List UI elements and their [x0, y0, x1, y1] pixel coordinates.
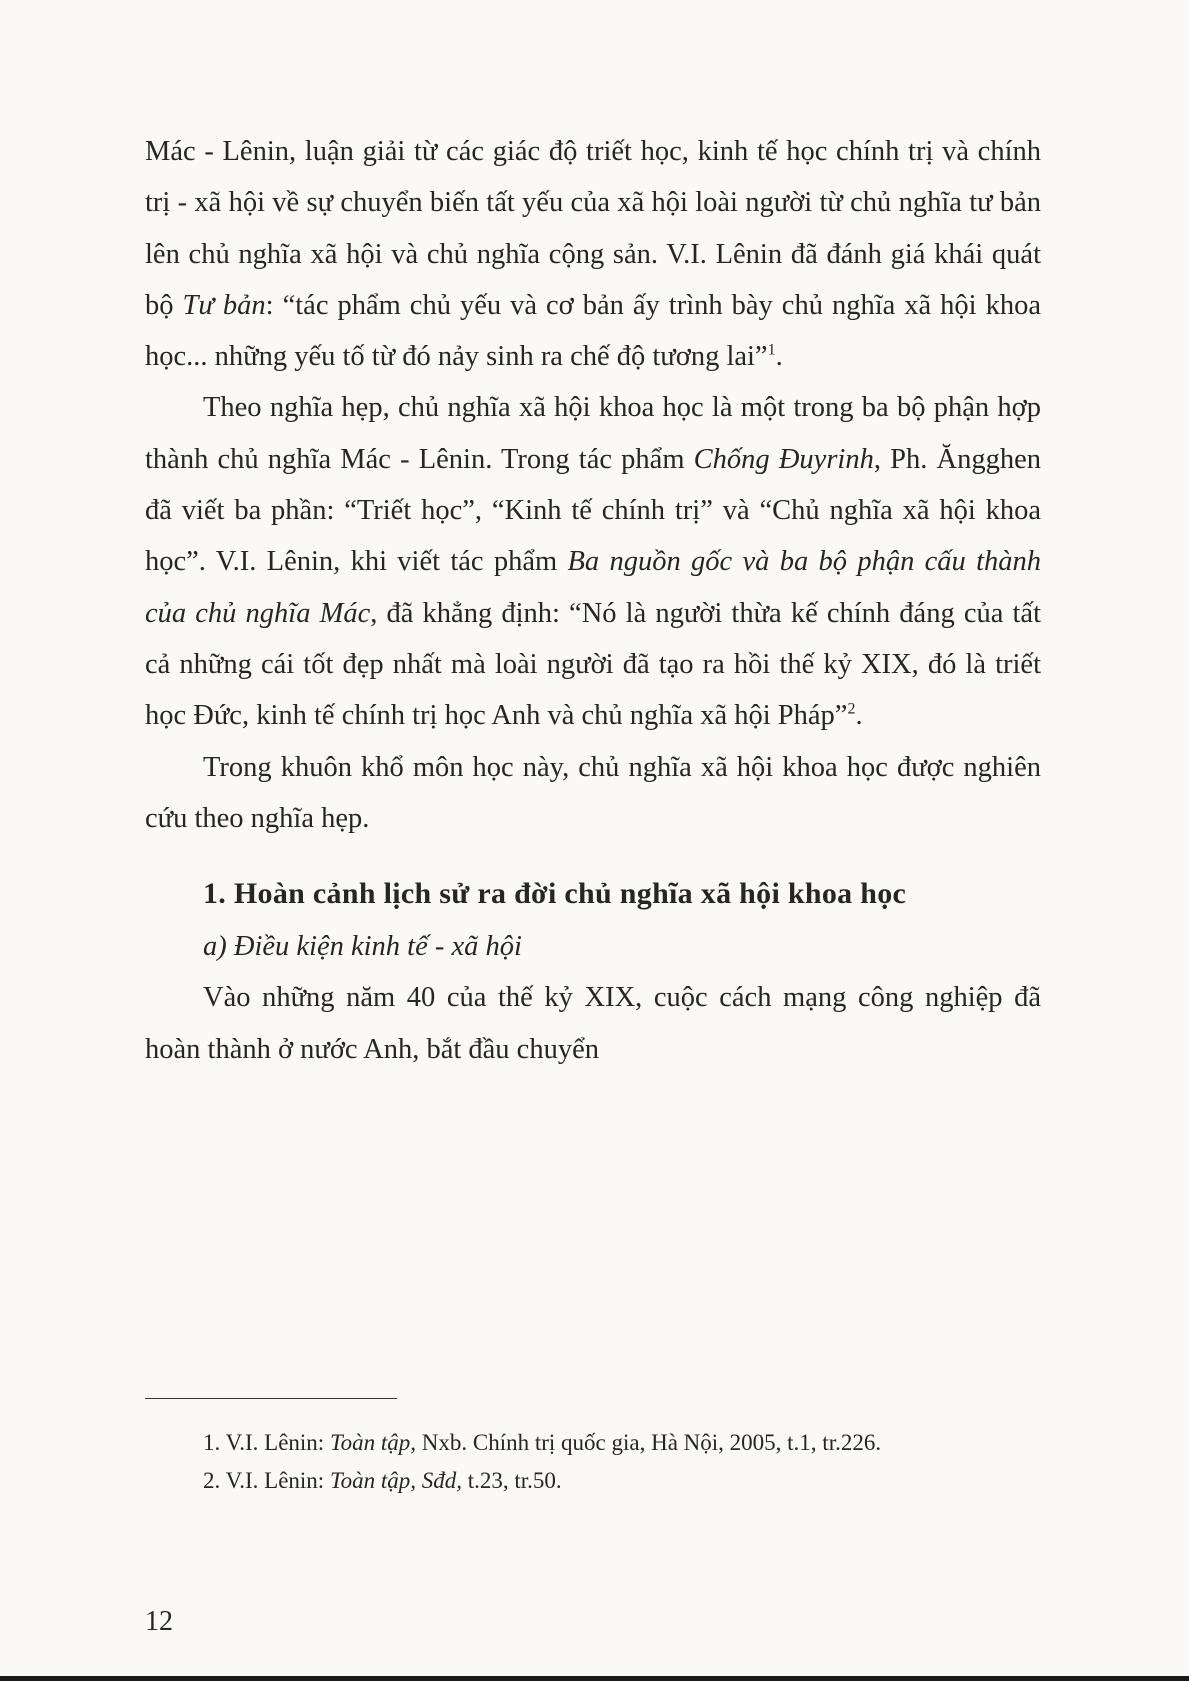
- paragraph-2-text-c: , đã khẳng định: “Nó là người thừa kế chính đáng của tất cả những cái tốt đẹp nhất mà loài người đã tạo ra hồi thế kỷ XIX, đó là triết học Đức, kinh tế chính trị học Anh và chủ nghĩa xã hội Pháp”: [145, 597, 1042, 732]
- paragraph-1-quote: : “tác phẩm chủ yếu và cơ bản ấy trình bày chủ nghĩa xã hội khoa học... những yếu tố từ đó nảy sinh ra chế độ tương lai”: [145, 289, 1042, 373]
- footnote-2-details: t.23, tr.50.: [462, 1468, 562, 1493]
- book-title-ba-nguon-goc: Ba nguồn gốc và ba bộ phận cấu thành của chủ nghĩa Mác: [145, 546, 1042, 629]
- footnote-divider: [145, 1398, 397, 1399]
- book-title-tu-ban: Tư bản: [182, 289, 266, 321]
- footnote-2-title: Toàn tập, Sđd,: [329, 1468, 463, 1493]
- main-text: [145, 126, 1041, 1075]
- footnote-ref-1: 1: [767, 341, 776, 359]
- paragraph-2-tail: .: [855, 700, 863, 732]
- page-number: 12: [145, 1606, 173, 1637]
- footnote-1-title: Toàn tập,: [329, 1430, 417, 1455]
- section-heading: 1. Hoàn cảnh lịch sử ra đời chủ nghĩa xã hội khoa học: [203, 877, 907, 911]
- paragraph-2: [145, 382, 1041, 741]
- paragraph-1-text: Mác - Lênin, luận giải từ các giác độ triết học, kinh tế học chính trị và chính trị - xã hội về sự chuyển biến tất yếu của xã hội loài người từ chủ nghĩa tư bản lên chủ nghĩa xã hội và chủ nghĩa cộng sản. V.I. Lênin đã đánh giá khái quát bộ: [145, 136, 1041, 321]
- paragraph-2-text-b: , Ph. Ăngghen đã viết ba phần: “Triết học”, “Kinh tế chính trị” và “Chủ nghĩa xã hội khoa học”. V.I. Lênin, khi viết tác phẩm: [145, 443, 1042, 578]
- scan-bottom-edge: [0, 1676, 1189, 1681]
- paragraph-1: [145, 126, 1041, 382]
- subsection-heading: a) Điều kiện kinh tế - xã hội: [203, 931, 522, 963]
- paragraph-4: Vào những năm 40 của thế kỷ XIX, cuộc cách mạng công nghiệp đã hoàn thành ở nước Anh, bắt đầu chuyển: [145, 982, 1041, 1065]
- footnote-1-details: Nxb. Chính trị quốc gia, Hà Nội, 2005, t.1, tr.226.: [416, 1430, 882, 1455]
- paragraph-3: Trong khuôn khổ môn học này, chủ nghĩa xã hội khoa học được nghiên cứu theo nghĩa hẹp.: [145, 751, 1041, 834]
- footnote-2: [145, 1462, 1041, 1500]
- footnote-ref-2: 2: [847, 700, 856, 718]
- paragraph-2-text-a: Theo nghĩa hẹp, chủ nghĩa xã hội khoa học là một trong ba bộ phận hợp thành chủ nghĩa Mác - Lênin. Trong tác phẩm: [145, 392, 1041, 475]
- footnote-2-author: 2. V.I. Lênin:: [203, 1468, 330, 1493]
- book-title-chong-duyrinh: Chống Đuyrinh: [693, 443, 874, 475]
- footnotes: [145, 1424, 1041, 1500]
- footnote-1-author: 1. V.I. Lênin:: [203, 1430, 330, 1455]
- paragraph-1-tail: .: [775, 341, 783, 373]
- footnote-1: [145, 1424, 1041, 1462]
